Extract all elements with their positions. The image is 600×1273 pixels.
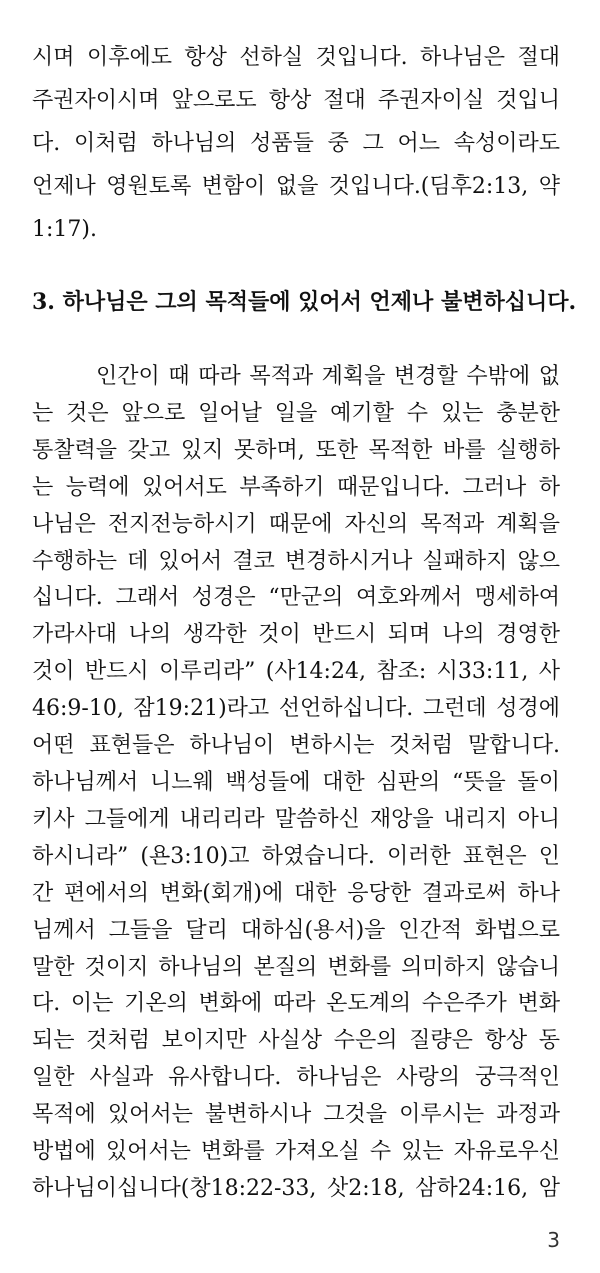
text-line: 간 편에서의 변화(회개)에 대한 응당한 결과로써 하나 — [32, 881, 560, 906]
text-line: 어떤 표현들은 하나님이 변하시는 것처럼 말합니다. — [32, 733, 560, 758]
text-line: 는 능력에 있어서도 부족하기 때문입니다. 그러나 하 — [32, 475, 560, 500]
text-line: 님께서 그들을 달리 대하심(용서)을 인간적 화법으로 — [32, 918, 560, 943]
text-line: 십니다. 그래서 성경은 “만군의 여호와께서 맹세하여 — [32, 585, 560, 610]
page-number: 3 — [547, 1228, 560, 1252]
text-line: 주권자이시며 앞으로도 항상 절대 주권자이실 것입니 — [32, 88, 560, 113]
text-line: 인간이 때 따라 목적과 계획을 변경할 수밖에 없 — [96, 364, 560, 389]
text-line: 일한 사실과 유사합니다. 하나님은 사랑의 궁극적인 — [32, 1065, 560, 1090]
text-line: 하나님께서 니느웨 백성들에 대한 심판의 “뜻을 돌이 — [32, 770, 560, 795]
text-line: 것이 반드시 이루리라” (사14:24, 참조: 시33:11, 사 — [32, 659, 560, 684]
text-line: 말한 것이지 하나님의 본질의 변화를 의미하지 않습니 — [32, 955, 560, 980]
text-line: 시며 이후에도 항상 선하실 것입니다. 하나님은 절대 — [32, 45, 560, 70]
text-line: 는 것은 앞으로 일어날 일을 예기할 수 있는 충분한 — [32, 401, 560, 426]
text-line: 다. 이처럼 하나님의 성품들 중 그 어느 속성이라도 — [32, 131, 560, 156]
text-line: 가라사대 나의 생각한 것이 반드시 되며 나의 경영한 — [32, 622, 560, 647]
text-line: 방법에 있어서는 변화를 가져오실 수 있는 자유로우신 — [32, 1139, 560, 1164]
text-line: 46:9-10, 잠19:21)라고 선언하십니다. 그런데 성경에 — [32, 696, 560, 721]
text-line: 다. 이는 기온의 변화에 따라 온도계의 수은주가 변화 — [32, 991, 560, 1016]
text-line: 언제나 영원토록 변함이 없을 것입니다.(딤후2:13, 약 — [32, 174, 560, 199]
text-line: 나님은 전지전능하시기 때문에 자신의 목적과 계획을 — [32, 512, 560, 537]
text-line: 되는 것처럼 보이지만 사실상 수은의 질량은 항상 동 — [32, 1028, 560, 1053]
text-line: 통찰력을 갖고 있지 못하며, 또한 목적한 바를 실행하 — [32, 438, 560, 463]
text-line: 키사 그들에게 내리리라 말씀하신 재앙을 내리지 아니 — [32, 807, 560, 832]
section-heading: 3. 하나님은 그의 목적들에 있어서 언제나 불변하십니다. — [32, 289, 577, 315]
text-line: 1:17). — [32, 217, 97, 242]
text-line: 수행하는 데 있어서 결코 변경하시거나 실패하지 않으 — [32, 549, 560, 574]
text-line: 하시니라” (욘3:10)고 하였습니다. 이러한 표현은 인 — [32, 844, 560, 869]
text-line: 하나님이십니다(창18:22-33, 삿2:18, 삼하24:16, 암 — [32, 1176, 560, 1201]
text-line: 목적에 있어서는 불변하시나 그것을 이루시는 과정과 — [32, 1102, 560, 1127]
